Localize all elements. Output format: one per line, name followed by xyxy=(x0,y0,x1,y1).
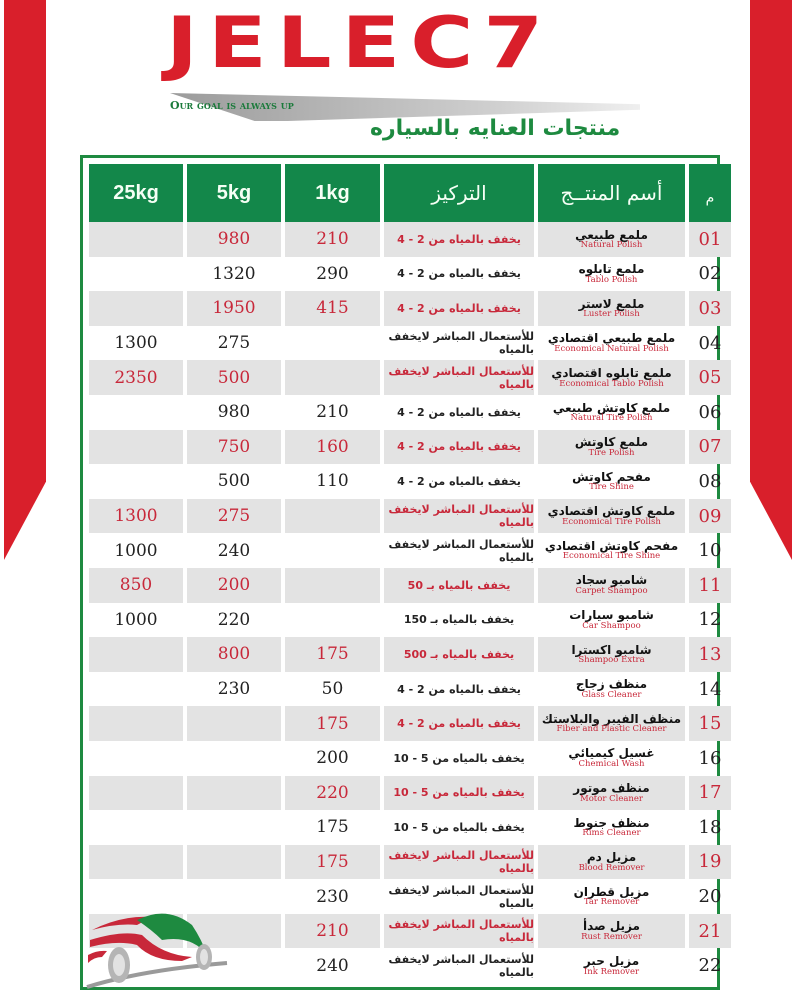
concentration-cell: للأستعمال المباشر لايخفف بالمياه xyxy=(384,845,534,880)
price-1kg: 175 xyxy=(316,817,349,838)
product-name-cell xyxy=(538,291,685,326)
product-name-cell xyxy=(538,222,685,257)
row-index: 21 xyxy=(689,914,731,949)
product-name-cell xyxy=(538,568,685,603)
product-name-cell xyxy=(538,879,685,914)
price-5kg: 750 xyxy=(187,430,281,465)
product-name-cell xyxy=(538,430,685,465)
product-name-en: Fiber and Plastic Cleaner xyxy=(556,724,667,735)
product-name-en: Tablo Polish xyxy=(585,274,638,285)
price-5kg: 240 xyxy=(217,540,251,561)
concentration-cell: يخفف بالمياه من 2 - 4 xyxy=(384,291,534,326)
row-index: 09 xyxy=(689,499,731,534)
product-name-cell xyxy=(538,603,685,638)
row-index: 05 xyxy=(689,360,731,395)
price-1kg xyxy=(285,360,380,395)
product-name-en: Rust Remover xyxy=(581,932,642,942)
product-name-ar: شامبو اكسترا xyxy=(571,642,652,657)
price-1kg: 110 xyxy=(316,471,349,492)
row-index: 11 xyxy=(689,568,731,603)
row-index: 04 xyxy=(698,332,722,354)
price-25kg: 1300 xyxy=(114,333,158,354)
header-product-name: أسم المنتــج xyxy=(538,164,685,222)
concentration-cell: يخفف بالمياه من 5 - 10 xyxy=(393,820,525,834)
concentration-cell: يخفف بالمياه بـ 50 xyxy=(384,568,534,603)
price-25kg xyxy=(89,291,183,326)
price-1kg: 230 xyxy=(316,886,349,907)
price-25kg xyxy=(89,879,183,914)
product-name-ar: ملمع لاستر xyxy=(578,296,645,311)
price-5kg: 275 xyxy=(187,499,281,534)
row-index: 17 xyxy=(689,776,731,811)
product-name-cell xyxy=(538,706,685,741)
row-index: 02 xyxy=(698,263,722,285)
product-name-en: Economical Tire Shine xyxy=(562,551,661,562)
price-1kg: 220 xyxy=(285,776,380,811)
price-5kg: 220 xyxy=(217,609,251,630)
product-name-ar: ملمع كاوتش طبيعي xyxy=(552,400,671,415)
product-name-cell xyxy=(538,741,685,776)
product-name-cell xyxy=(538,395,685,430)
header-1kg: 1kg xyxy=(285,164,380,222)
concentration-cell: يخفف بالمياه من 2 - 4 xyxy=(397,474,521,488)
concentration-cell: للأستعمال المباشر لايخفف بالمياه xyxy=(384,914,534,949)
brand-header xyxy=(160,2,680,141)
concentration-cell: للأستعمال المباشر لايخفف بالمياه xyxy=(384,499,534,534)
row-index: 22 xyxy=(698,955,722,977)
product-name-en: Economical Tire Polish xyxy=(562,516,661,527)
row-index: 06 xyxy=(698,401,722,423)
product-name-ar: ملمع كاوتش اقتصادي xyxy=(547,504,676,519)
price-1kg: 175 xyxy=(285,706,380,741)
product-name-cell xyxy=(538,637,685,672)
product-name-ar: غسيل كيميائي xyxy=(568,746,655,761)
product-name-en: Luster Polish xyxy=(583,309,640,320)
product-name-cell xyxy=(538,464,685,499)
price-5kg: 500 xyxy=(187,360,281,395)
price-1kg: 210 xyxy=(316,402,349,423)
product-name-ar: منظف موتور xyxy=(573,781,650,796)
concentration-cell: يخفف بالمياه بـ 150 xyxy=(403,613,515,627)
price-5kg xyxy=(187,879,281,914)
price-25kg xyxy=(89,464,183,499)
product-name-ar: ملمع طبيعي اقتصادي xyxy=(547,331,676,346)
concentration-cell: يخفف بالمياه من 2 - 4 xyxy=(384,430,534,465)
price-1kg xyxy=(285,568,380,603)
price-5kg xyxy=(187,810,281,845)
product-name-en: Tire Polish xyxy=(588,447,635,458)
price-1kg: 200 xyxy=(316,748,349,769)
row-index: 10 xyxy=(698,540,722,562)
product-name-en: Ink Remover xyxy=(583,966,640,977)
price-25kg: 1000 xyxy=(114,540,158,561)
price-25kg xyxy=(89,776,183,811)
row-index: 08 xyxy=(698,470,722,492)
product-name-en: Chemical Wash xyxy=(578,759,645,770)
price-25kg xyxy=(89,914,183,949)
product-name-en: Tire Shine xyxy=(589,482,634,493)
price-1kg xyxy=(285,603,380,638)
row-index: 20 xyxy=(698,886,722,908)
product-name-en: Economical Tablo Polish xyxy=(559,378,664,389)
price-5kg: 980 xyxy=(217,402,251,423)
price-5kg: 800 xyxy=(187,637,281,672)
brand-slogan: Our goal is always up xyxy=(170,99,294,112)
product-name-ar: مفحم كاوتش اقتصادي xyxy=(544,538,679,553)
header-5kg: 5kg xyxy=(187,164,281,222)
price-25kg: 1000 xyxy=(114,609,158,630)
concentration-cell: يخفف بالمياه من 2 - 4 xyxy=(397,682,521,696)
concentration-cell: للأستعمال المباشر لايخفف بالمياه xyxy=(384,360,534,395)
product-name-ar: ملمع كاوتش xyxy=(574,435,649,450)
price-1kg: 240 xyxy=(316,955,349,976)
row-index: 01 xyxy=(689,222,731,257)
price-25kg: 1300 xyxy=(89,499,183,534)
price-5kg: 1950 xyxy=(187,291,281,326)
price-table-frame xyxy=(80,155,720,990)
price-5kg xyxy=(187,776,281,811)
concentration-cell: يخفف بالمياه من 5 - 10 xyxy=(384,776,534,811)
price-1kg: 175 xyxy=(285,845,380,880)
row-index: 16 xyxy=(698,747,722,769)
product-name-cell xyxy=(538,360,685,395)
price-25kg xyxy=(89,948,183,983)
product-name-cell xyxy=(538,914,685,949)
price-25kg xyxy=(89,810,183,845)
product-name-en: Glass Cleaner xyxy=(581,689,642,700)
concentration-cell: يخفف بالمياه من 2 - 4 xyxy=(397,267,521,281)
concentration-cell: للأستعمال المباشر لايخفف بالمياه xyxy=(388,952,534,979)
product-name-ar: منظف زجاج xyxy=(575,677,648,692)
product-name-ar: مزيل دم xyxy=(586,850,637,865)
concentration-cell: يخفف بالمياه من 5 - 10 xyxy=(393,751,525,765)
price-5kg: 1320 xyxy=(212,263,256,284)
row-index: 15 xyxy=(689,706,731,741)
product-name-cell xyxy=(538,948,685,983)
price-5kg: 500 xyxy=(217,471,251,492)
concentration-cell: يخفف بالمياه من 2 - 4 xyxy=(384,706,534,741)
price-1kg xyxy=(285,326,380,361)
product-name-ar: منظف جنوط xyxy=(573,815,650,830)
price-1kg xyxy=(285,499,380,534)
product-name-cell xyxy=(538,845,685,880)
product-name-cell xyxy=(538,672,685,707)
price-1kg: 210 xyxy=(285,914,380,949)
row-index: 18 xyxy=(698,816,722,838)
price-1kg xyxy=(285,533,380,568)
header-25kg: 25kg xyxy=(89,164,183,222)
product-name-en: Natural Tire Polish xyxy=(570,413,653,424)
product-name-en: Shampoo Extra xyxy=(578,655,645,666)
concentration-cell: يخفف بالمياه من 2 - 4 xyxy=(397,405,521,419)
price-25kg xyxy=(89,845,183,880)
product-name-cell xyxy=(538,499,685,534)
price-25kg xyxy=(89,741,183,776)
price-25kg: 850 xyxy=(89,568,183,603)
price-5kg: 980 xyxy=(187,222,281,257)
price-1kg: 415 xyxy=(285,291,380,326)
red-ribbon-left xyxy=(4,0,46,560)
price-25kg xyxy=(89,395,183,430)
product-name-ar: ملمع طبيعي xyxy=(575,227,648,242)
red-ribbon-right xyxy=(750,0,792,560)
product-name-ar: شامبو سيارات xyxy=(569,608,654,623)
product-name-ar: مزيل حبر xyxy=(583,954,640,968)
row-index: 13 xyxy=(689,637,731,672)
product-name-ar: شامبو سجاد xyxy=(575,573,648,588)
product-name-ar: ملمع تابلوه اقتصادي xyxy=(551,365,672,380)
price-5kg: 200 xyxy=(187,568,281,603)
product-name-en: Rims Cleaner xyxy=(582,828,641,839)
product-name-cell xyxy=(538,776,685,811)
product-name-ar: ملمع تابلوه xyxy=(578,262,645,277)
price-25kg xyxy=(89,706,183,741)
price-25kg xyxy=(89,430,183,465)
price-25kg: 2350 xyxy=(89,360,183,395)
product-name-ar: مفحم كاوتش xyxy=(572,469,651,484)
price-25kg xyxy=(89,637,183,672)
row-index: 03 xyxy=(689,291,731,326)
product-name-ar: مزيل صدأ xyxy=(583,919,640,934)
price-1kg: 50 xyxy=(321,679,344,700)
brand-tagline: منتجات العنايه بالسياره xyxy=(370,116,621,141)
product-name-en: Carpet Shampoo xyxy=(575,586,648,597)
concentration-cell: للأستعمال المباشر لايخفف بالمياه xyxy=(388,537,534,564)
concentration-cell: للأستعمال المباشر لايخفف بالمياه xyxy=(388,883,534,910)
row-index: 12 xyxy=(698,609,722,631)
price-table xyxy=(89,164,722,983)
product-name-ar: منظف الفيبر والبلاستك xyxy=(541,711,682,726)
brand-logo: JELEC7 xyxy=(166,2,554,85)
product-name-en: Tar Remover xyxy=(583,897,640,908)
header-index: م xyxy=(689,164,731,222)
row-index: 19 xyxy=(689,845,731,880)
product-name-cell xyxy=(538,810,685,845)
concentration-cell: للأستعمال المباشر لايخفف بالمياه xyxy=(388,330,534,357)
price-5kg xyxy=(187,948,281,983)
product-name-en: Natural Polish xyxy=(580,240,643,251)
product-name-en: Blood Remover xyxy=(578,862,645,873)
price-25kg xyxy=(89,257,183,292)
price-1kg: 175 xyxy=(285,637,380,672)
product-name-cell xyxy=(538,326,685,361)
price-1kg: 160 xyxy=(285,430,380,465)
product-name-ar: مزيل قطران xyxy=(573,884,650,899)
row-index: 07 xyxy=(689,430,731,465)
product-name-en: Motor Cleaner xyxy=(579,793,643,804)
product-name-en: Economical Natural Polish xyxy=(554,343,669,354)
row-index: 14 xyxy=(698,678,722,700)
price-25kg xyxy=(89,222,183,257)
price-5kg xyxy=(187,741,281,776)
price-5kg: 230 xyxy=(217,679,251,700)
concentration-cell: يخفف بالمياه بـ 500 xyxy=(384,637,534,672)
concentration-cell: يخفف بالمياه من 2 - 4 xyxy=(384,222,534,257)
product-name-cell xyxy=(538,533,685,568)
product-name-cell xyxy=(538,257,685,292)
price-5kg xyxy=(187,706,281,741)
header-concentration: التركيز xyxy=(384,164,534,222)
price-1kg: 210 xyxy=(285,222,380,257)
product-name-en: Car Shampoo xyxy=(582,620,641,631)
price-5kg xyxy=(187,914,281,949)
price-5kg: 275 xyxy=(217,333,251,354)
price-1kg: 290 xyxy=(316,263,349,284)
price-5kg xyxy=(187,845,281,880)
price-25kg xyxy=(89,672,183,707)
